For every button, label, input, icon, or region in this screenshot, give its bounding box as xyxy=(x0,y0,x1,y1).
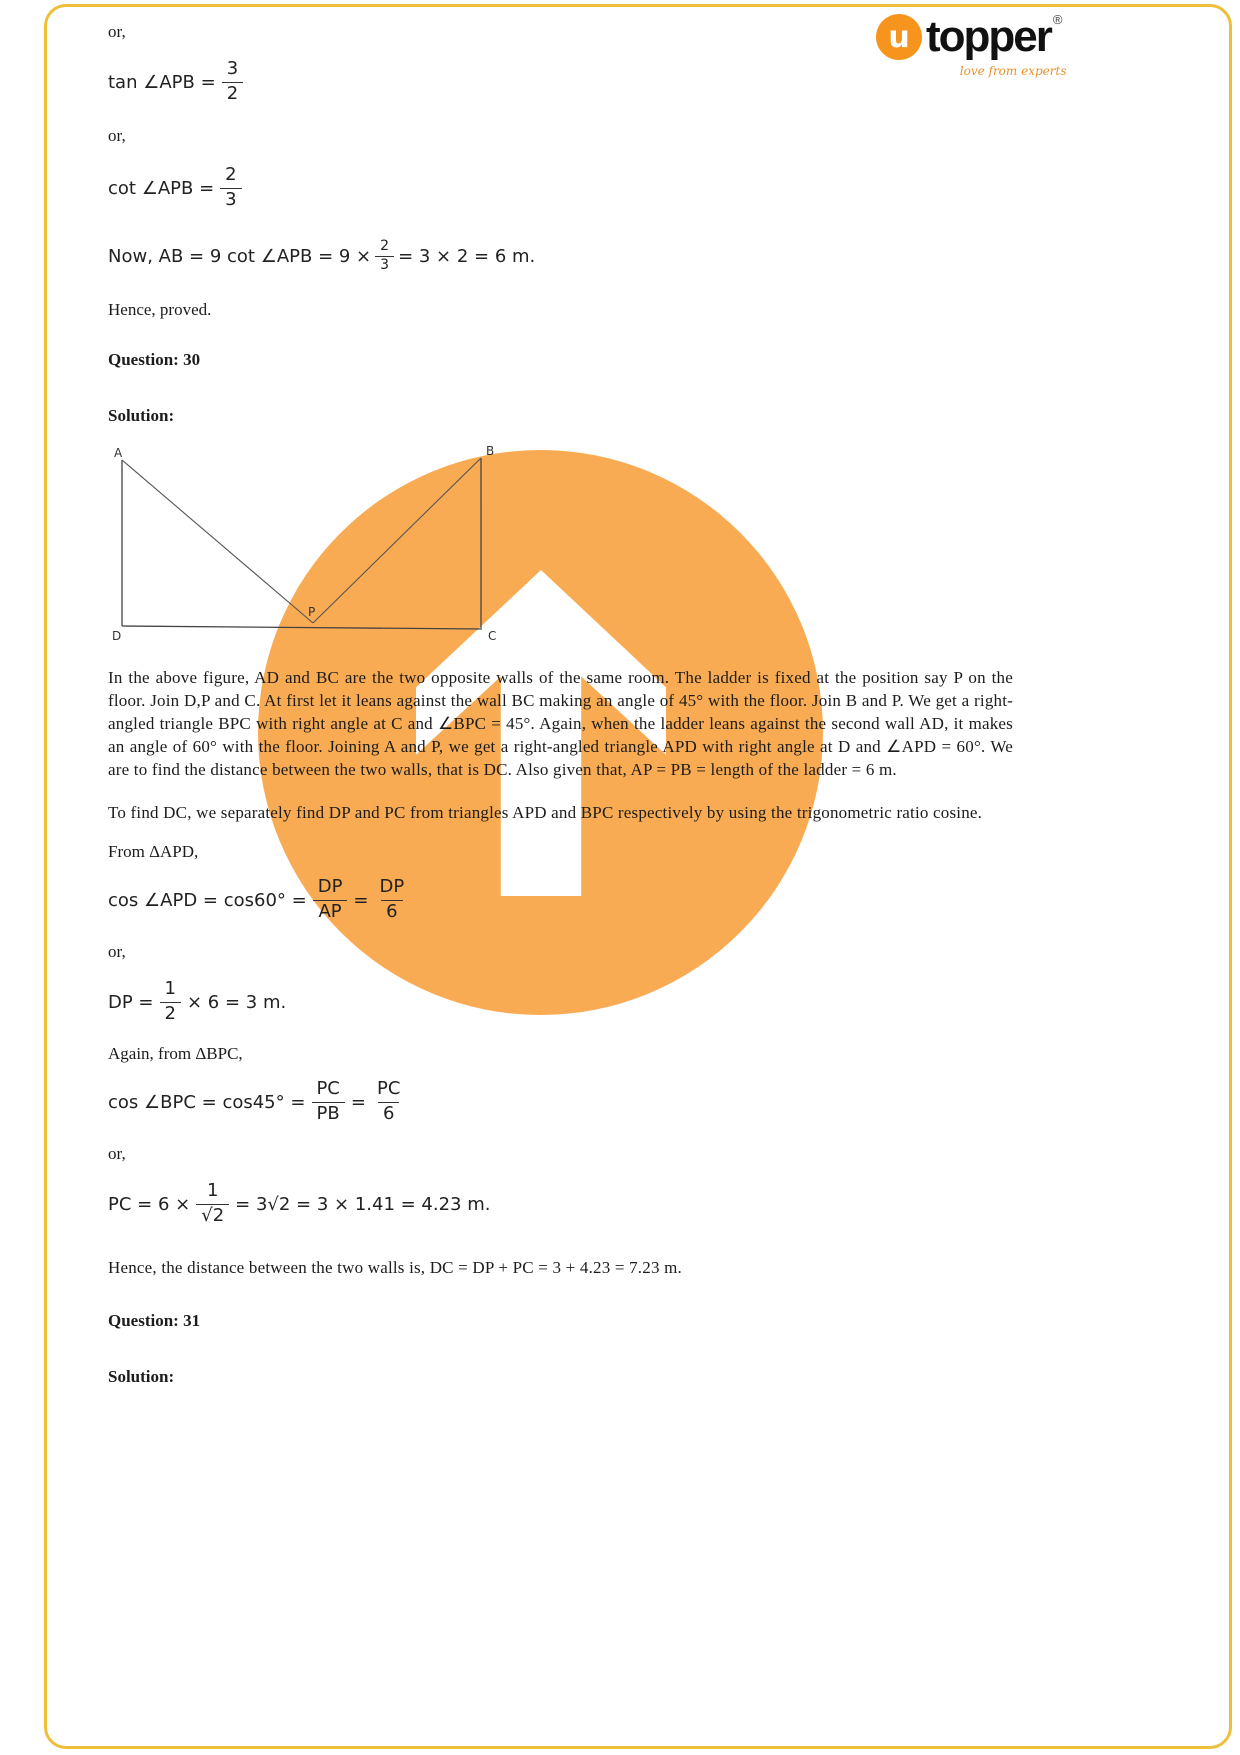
fraction-numerator: DP xyxy=(379,876,405,898)
brand-logo xyxy=(876,12,1067,78)
equation-pre: Now, AB = 9 cot ∠APB = 9 × xyxy=(108,245,372,267)
question-31-heading: Question: 31 xyxy=(108,1311,201,1330)
fraction-numerator: PC xyxy=(316,1078,340,1100)
from-apd-text: From ΔAPD, xyxy=(108,842,199,861)
fraction-numerator: 2 xyxy=(225,164,237,186)
figure-label-c: C xyxy=(488,629,497,643)
fraction-1-2 xyxy=(160,979,181,1024)
equation-pre: PC = 6 × xyxy=(108,1193,191,1215)
fraction-denominator: √2 xyxy=(196,1204,229,1227)
fraction-2-3 xyxy=(220,165,241,210)
or-text-1: or, xyxy=(108,22,126,41)
fraction-2-3-small xyxy=(375,239,394,272)
equation-post: = 3 × 2 = 6 m. xyxy=(398,245,536,267)
explanation-paragraph-2: To find DC, we separately find DP and PC from triangles APD and BPC respectively by using the trigonometric ratio cosine. xyxy=(108,803,983,822)
hence-distance-text: Hence, the distance between the two walls is, DC = DP + PC = 3 + 4.23 = 7.23 m. xyxy=(108,1258,682,1277)
fraction-numerator: 3 xyxy=(226,58,239,80)
or-text-3: or, xyxy=(108,942,126,961)
fraction-denominator: PB xyxy=(312,1102,345,1125)
logo-u-letter: u xyxy=(888,19,910,55)
fraction-pc-6 xyxy=(372,1079,405,1124)
equation-lhs: tan ∠APB = xyxy=(108,71,216,93)
solution-30-heading: Solution: xyxy=(108,406,175,425)
equation-cos-bpc xyxy=(108,1076,1130,1128)
equation-pre: cos ∠APD = cos60° = xyxy=(108,889,307,911)
fraction-denominator: 6 xyxy=(378,1102,399,1125)
room-ladder-figure xyxy=(112,446,1130,644)
equation-post: = 3√2 = 3 × 1.41 = 4.23 m. xyxy=(235,1193,491,1215)
fraction-dp-6 xyxy=(375,877,410,922)
question-30-heading: Question: 30 xyxy=(108,350,201,369)
fraction-3-2 xyxy=(222,59,243,104)
fraction-1-sqrt2 xyxy=(196,1181,229,1226)
equals-sign: = xyxy=(350,1091,366,1113)
again-from-bpc-text: Again, from ΔBPC, xyxy=(108,1044,243,1063)
fraction-denominator: 3 xyxy=(220,188,241,211)
solution-31-heading: Solution: xyxy=(108,1367,175,1386)
fraction-denominator: 2 xyxy=(222,82,243,105)
logo-u-icon xyxy=(876,14,922,60)
equation-dp xyxy=(108,976,1130,1028)
equation-lhs: cot ∠APB = xyxy=(108,177,215,199)
fraction-dp-ap xyxy=(313,877,348,922)
equation-pre: DP = xyxy=(108,991,154,1013)
fraction-numerator: 2 xyxy=(380,238,390,255)
logo-brand-text: topper xyxy=(926,12,1051,61)
figure-label-p: P xyxy=(308,605,316,619)
or-text-2: or, xyxy=(108,126,126,145)
equation-cos-apd xyxy=(108,874,1130,926)
equation-pc xyxy=(108,1178,1130,1230)
fraction-denominator: 3 xyxy=(375,256,394,273)
logo-tagline: love from experts xyxy=(959,64,1067,78)
registered-mark: ® xyxy=(1052,12,1063,27)
fraction-numerator: DP xyxy=(317,876,343,898)
fraction-denominator: 2 xyxy=(160,1002,181,1025)
or-text-4: or, xyxy=(108,1144,126,1163)
equation-pre: cos ∠BPC = cos45° = xyxy=(108,1091,306,1113)
equation-now-ab xyxy=(108,236,1130,276)
fraction-numerator: 1 xyxy=(206,1180,219,1202)
equals-sign: = xyxy=(353,889,369,911)
fraction-denominator: AP xyxy=(313,900,346,923)
fraction-pc-pb xyxy=(311,1079,344,1124)
figure-diagram xyxy=(112,446,502,644)
equation-post: × 6 = 3 m. xyxy=(186,991,287,1013)
explanation-paragraph-1: In the above figure, AD and BC are the two opposite walls of the same room. The ladder is fixed at the position say P on the floor. Join D,P and C. At first let it leans against the wall BC making an angle of 45° with the floor. Join B and P. We get a right-angled triangle BPC with right angle at C and ∠BPC = 45°. Again, when the ladder leans against the second wall AD, it makes an angle of 60° with the floor. Joining A and P, we get a right-angled triangle APD with right angle at D and ∠APD = 60°. We are to find the distance between the two walls, that is DC. Also given that, AP = PB = length of the ladder = 6 m. xyxy=(108,668,1013,779)
equation-cot-apb xyxy=(108,162,1130,214)
hence-proved-text: Hence, proved. xyxy=(108,300,212,319)
fraction-numerator: 1 xyxy=(164,978,176,1000)
fraction-numerator: PC xyxy=(376,1078,401,1100)
figure-label-b: B xyxy=(486,446,495,458)
fraction-denominator: 6 xyxy=(381,900,402,923)
figure-label-a: A xyxy=(114,446,123,460)
figure-label-d: D xyxy=(112,629,122,643)
